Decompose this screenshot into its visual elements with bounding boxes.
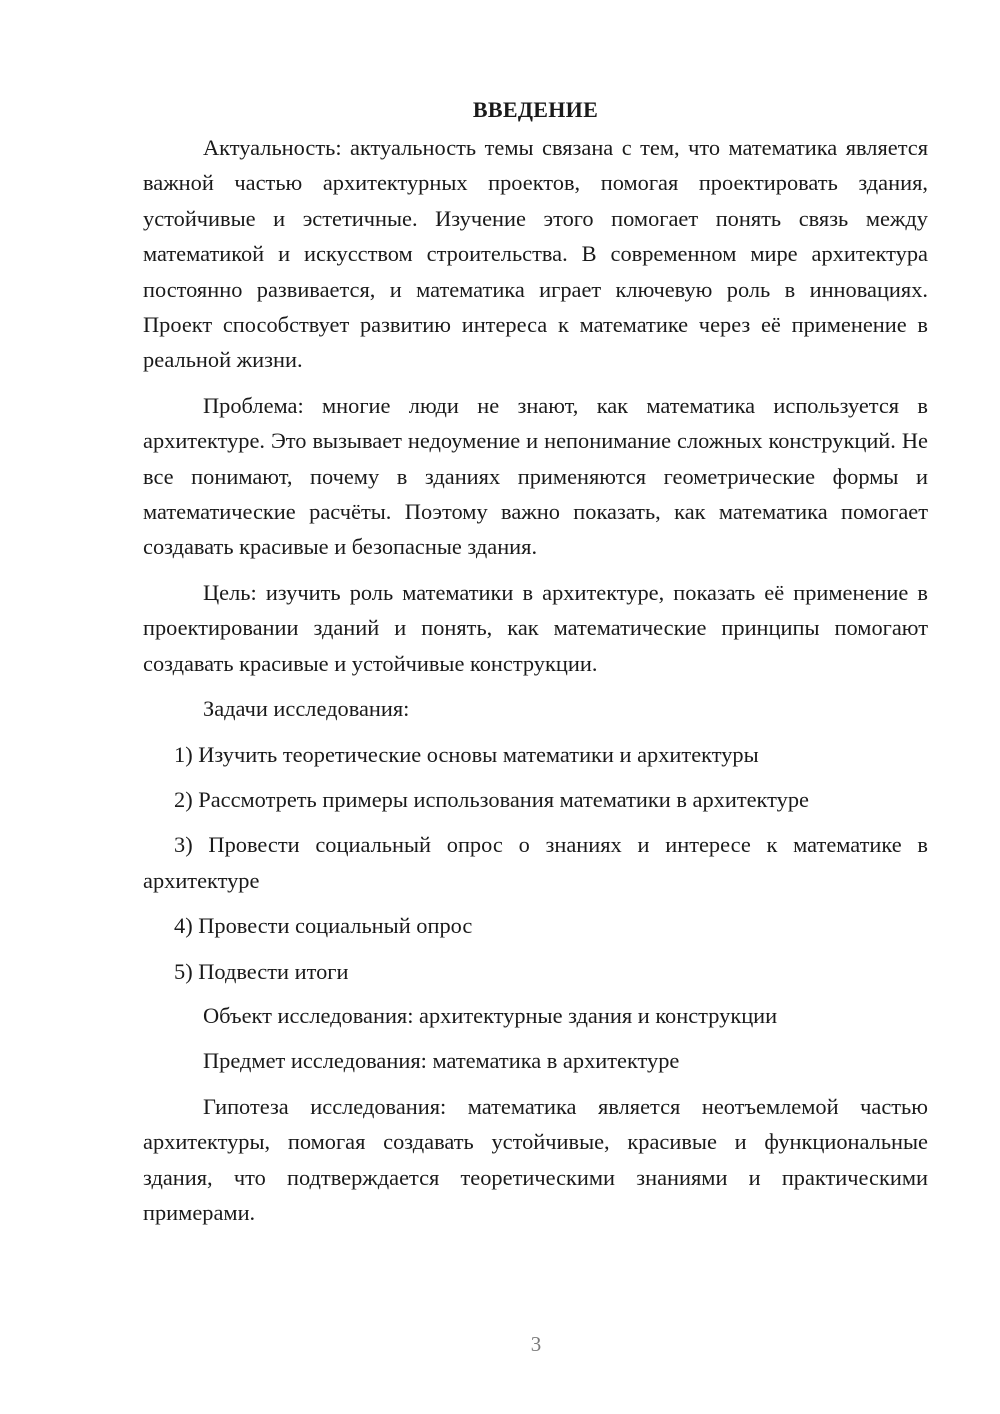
object-paragraph: Объект исследования: архитектурные здания и конструкции xyxy=(203,1002,778,1028)
goal-paragraph: Цель: изучить роль математики в архитектуре, показать её применение в проектировании зданий и понять, как математические принципы помогают создавать красивые и устойчивые конструкции. xyxy=(143,579,928,676)
page-content xyxy=(143,92,928,1240)
subject-paragraph: Предмет исследования: математика в архитектуре xyxy=(203,1048,680,1074)
task-item-4: 4) Провести социальный опрос xyxy=(174,913,473,939)
tasks-heading: Задачи исследования: xyxy=(203,696,410,722)
task-item-3: 3) Провести социальный опрос о знаниях и интересе к математике в архитектуре xyxy=(143,832,928,893)
problem-paragraph: Проблема: многие люди не знают, как математика используется в архитектуре. Это вызывает недоумение и непонимание сложных конструкций. Не все понимают, почему в зданиях применяются геометрические формы и математические расчёты. Поэтому важно показать, как математика помогает создавать красивые и безопасные здания. xyxy=(143,392,928,560)
section-heading: ВВЕДЕНИЕ xyxy=(472,97,599,122)
relevance-paragraph: Актуальность: актуальность темы связана с тем, что математика является важной частью архитектурных проектов, помогая проектировать здания, устойчивые и эстетичные. Изучение этого помогает понять связь между математикой и искусством строительства. В современном мире архитектура постоянно развивается, и математика играет ключевую роль в инновациях. Проект способствует развитию интереса к математике через её применение в реальной жизни. xyxy=(143,135,928,373)
task-item-2: 2) Рассмотреть примеры использования математики в архитектуре xyxy=(174,786,809,812)
page-number: 3 xyxy=(530,1332,542,1356)
task-item-5: 5) Подвести итоги xyxy=(174,958,349,984)
hypothesis-paragraph: Гипотеза исследования: математика является неотъемлемой частью архитектуры, помогая создавать устойчивые, красивые и функциональные здания, что подтверждается теоретическими знаниями и практическими примерами. xyxy=(143,1093,928,1225)
task-item-1: 1) Изучить теоретические основы математики и архитектуры xyxy=(174,741,759,767)
